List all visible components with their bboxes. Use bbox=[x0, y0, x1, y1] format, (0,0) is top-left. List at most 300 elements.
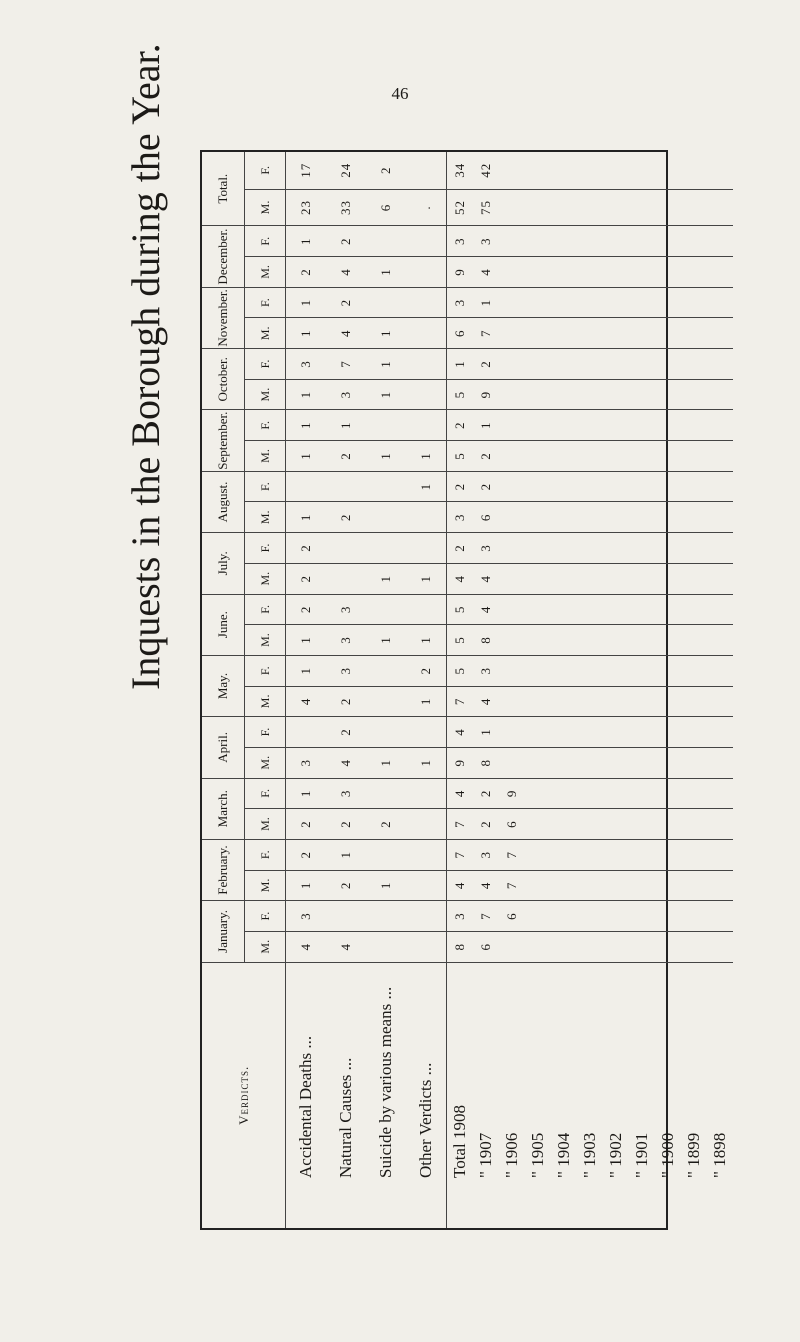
table-cell: 7 bbox=[473, 901, 499, 932]
table-cell bbox=[629, 686, 655, 717]
row-label: " 1906 bbox=[502, 1132, 521, 1178]
row-label: " 1899 bbox=[684, 1132, 703, 1178]
table-cell: 8 bbox=[447, 931, 474, 962]
table-cell bbox=[629, 152, 655, 189]
table-cell: 2 bbox=[366, 809, 406, 840]
table-cell bbox=[629, 471, 655, 502]
table-cell bbox=[603, 226, 629, 257]
table-cell bbox=[366, 471, 406, 502]
table-cell bbox=[577, 839, 603, 870]
table-cell bbox=[603, 839, 629, 870]
table-cell bbox=[681, 747, 707, 778]
table-cell bbox=[525, 717, 551, 748]
table-cell bbox=[525, 379, 551, 410]
table-cell bbox=[525, 502, 551, 533]
table-cell bbox=[577, 717, 603, 748]
table-row bbox=[366, 152, 406, 1228]
table-cell bbox=[681, 410, 707, 441]
table-cell: 1 bbox=[286, 502, 327, 533]
table-cell bbox=[681, 226, 707, 257]
table-cell: 1 bbox=[286, 410, 327, 441]
row-label: " 1905 bbox=[528, 1132, 547, 1178]
table-cell: 3 bbox=[326, 379, 366, 410]
table-cell bbox=[681, 533, 707, 564]
table-cell: 1 bbox=[406, 471, 447, 502]
table-cell bbox=[655, 379, 681, 410]
table-cell bbox=[655, 226, 681, 257]
table-cell bbox=[655, 778, 681, 809]
table-cell bbox=[629, 625, 655, 656]
table-cell: 24 bbox=[326, 152, 366, 189]
female-header: F. bbox=[245, 349, 286, 380]
table-cell: 1 bbox=[366, 625, 406, 656]
table-cell: 4 bbox=[326, 747, 366, 778]
row-label: " 1907 bbox=[476, 1132, 495, 1178]
table-cell bbox=[707, 257, 733, 288]
table-cell bbox=[707, 471, 733, 502]
table-row bbox=[286, 152, 327, 1228]
table-cell bbox=[707, 379, 733, 410]
table-cell: 75 bbox=[473, 189, 499, 226]
table-cell bbox=[499, 502, 525, 533]
table-cell bbox=[551, 152, 577, 189]
table-cell: 4 bbox=[326, 318, 366, 349]
table-cell bbox=[577, 318, 603, 349]
table-cell bbox=[603, 189, 629, 226]
table-cell: 4 bbox=[473, 686, 499, 717]
table-cell: 2 bbox=[286, 809, 327, 840]
table-cell: 2 bbox=[366, 152, 406, 189]
verdicts-table bbox=[202, 152, 733, 1228]
table-cell bbox=[681, 778, 707, 809]
table-cell bbox=[499, 747, 525, 778]
table-cell: 7 bbox=[447, 809, 474, 840]
table-cell bbox=[499, 257, 525, 288]
page-number: 46 bbox=[391, 84, 409, 103]
table-cell bbox=[707, 318, 733, 349]
female-header: F. bbox=[245, 410, 286, 441]
table-cell bbox=[499, 625, 525, 656]
table-cell bbox=[525, 349, 551, 380]
table-cell bbox=[603, 594, 629, 625]
male-header: M. bbox=[245, 747, 286, 778]
table-cell bbox=[577, 441, 603, 472]
table-cell: 3 bbox=[447, 287, 474, 318]
table-cell: 2 bbox=[326, 870, 366, 901]
table-cell: . bbox=[406, 189, 447, 226]
table-cell: 2 bbox=[286, 839, 327, 870]
table-cell bbox=[681, 441, 707, 472]
table-cell bbox=[499, 686, 525, 717]
table-cell: 1 bbox=[447, 349, 474, 380]
table-cell bbox=[629, 931, 655, 962]
table-cell bbox=[707, 533, 733, 564]
female-header: F. bbox=[245, 471, 286, 502]
male-header: M. bbox=[245, 931, 286, 962]
table-cell bbox=[366, 533, 406, 564]
table-cell bbox=[499, 655, 525, 686]
table-cell: 1 bbox=[286, 625, 327, 656]
table-cell bbox=[499, 152, 525, 189]
month-header: Total. bbox=[202, 152, 245, 226]
table-cell bbox=[326, 471, 366, 502]
table-cell bbox=[629, 563, 655, 594]
table-cell bbox=[551, 471, 577, 502]
table-cell bbox=[629, 594, 655, 625]
table-cell bbox=[577, 625, 603, 656]
row-label: Total 1908 bbox=[447, 962, 474, 1228]
table-cell bbox=[655, 471, 681, 502]
month-header: February. bbox=[202, 839, 245, 900]
table-cell bbox=[366, 502, 406, 533]
table-cell bbox=[655, 533, 681, 564]
table-cell: 2 bbox=[326, 287, 366, 318]
table-cell bbox=[603, 471, 629, 502]
table-cell bbox=[681, 655, 707, 686]
table-cell bbox=[603, 717, 629, 748]
table-cell: 1 bbox=[366, 349, 406, 380]
table-cell: 2 bbox=[406, 655, 447, 686]
table-cell bbox=[681, 809, 707, 840]
table-cell bbox=[525, 594, 551, 625]
table-cell bbox=[366, 717, 406, 748]
male-header: M. bbox=[245, 502, 286, 533]
table-cell bbox=[551, 717, 577, 748]
table-cell bbox=[603, 625, 629, 656]
male-header: M. bbox=[245, 625, 286, 656]
table-cell: 52 bbox=[447, 189, 474, 226]
row-label: Suicide by various means ... bbox=[376, 986, 395, 1178]
table-cell bbox=[681, 839, 707, 870]
table-cell bbox=[406, 379, 447, 410]
table-cell bbox=[525, 563, 551, 594]
table-row bbox=[473, 152, 499, 1228]
month-header: March. bbox=[202, 778, 245, 839]
table-cell: 4 bbox=[473, 870, 499, 901]
table-cell bbox=[499, 441, 525, 472]
table-cell bbox=[499, 471, 525, 502]
table-cell bbox=[551, 533, 577, 564]
female-header: F. bbox=[245, 717, 286, 748]
table-cell: 1 bbox=[366, 318, 406, 349]
table-cell bbox=[499, 318, 525, 349]
table-cell: 5 bbox=[447, 655, 474, 686]
table-cell bbox=[499, 189, 525, 226]
table-cell: 7 bbox=[447, 686, 474, 717]
month-header: August. bbox=[202, 471, 245, 532]
table-cell: 1 bbox=[366, 441, 406, 472]
table-cell bbox=[551, 379, 577, 410]
table-cell: 1 bbox=[286, 226, 327, 257]
female-header: F. bbox=[245, 226, 286, 257]
table-cell bbox=[603, 502, 629, 533]
table-cell: 3 bbox=[473, 655, 499, 686]
table-cell bbox=[707, 502, 733, 533]
table-cell bbox=[406, 349, 447, 380]
table-cell: 6 bbox=[447, 318, 474, 349]
table-cell bbox=[707, 625, 733, 656]
table-cell bbox=[499, 563, 525, 594]
table-cell bbox=[629, 809, 655, 840]
female-header: F. bbox=[245, 778, 286, 809]
table-cell: 3 bbox=[326, 594, 366, 625]
table-cell: 2 bbox=[326, 809, 366, 840]
table-cell bbox=[577, 594, 603, 625]
table-cell bbox=[406, 870, 447, 901]
row-label: " 1898 bbox=[710, 1132, 729, 1178]
table-cell bbox=[577, 533, 603, 564]
table-cell bbox=[577, 502, 603, 533]
table-cell bbox=[629, 379, 655, 410]
table-cell bbox=[629, 318, 655, 349]
table-cell bbox=[681, 189, 707, 226]
table-cell bbox=[603, 257, 629, 288]
table-cell bbox=[655, 563, 681, 594]
table-cell bbox=[525, 257, 551, 288]
table-cell bbox=[366, 410, 406, 441]
table-cell bbox=[655, 189, 681, 226]
table-row bbox=[655, 152, 681, 1228]
table-cell: 42 bbox=[473, 152, 499, 189]
table-cell bbox=[366, 931, 406, 962]
table-cell bbox=[603, 287, 629, 318]
table-cell: 1 bbox=[366, 870, 406, 901]
table-cell bbox=[577, 901, 603, 932]
table-cell: 1 bbox=[286, 287, 327, 318]
table-cell bbox=[406, 257, 447, 288]
table-cell bbox=[499, 410, 525, 441]
table-cell bbox=[577, 747, 603, 778]
table-cell bbox=[655, 870, 681, 901]
table-cell bbox=[707, 686, 733, 717]
table-cell: 2 bbox=[473, 349, 499, 380]
table-cell: 2 bbox=[447, 471, 474, 502]
table-cell bbox=[681, 931, 707, 962]
table-cell: 7 bbox=[326, 349, 366, 380]
month-header: April. bbox=[202, 717, 245, 778]
table-cell bbox=[551, 931, 577, 962]
table-cell: 2 bbox=[473, 778, 499, 809]
table-cell bbox=[655, 287, 681, 318]
table-cell bbox=[707, 287, 733, 318]
table-cell: 3 bbox=[326, 625, 366, 656]
table-cell bbox=[551, 686, 577, 717]
table-cell bbox=[406, 778, 447, 809]
table-cell bbox=[603, 931, 629, 962]
table-row bbox=[525, 152, 551, 1228]
table-cell bbox=[655, 410, 681, 441]
table-cell bbox=[707, 441, 733, 472]
female-header: F. bbox=[245, 594, 286, 625]
table-cell bbox=[629, 349, 655, 380]
table-cell bbox=[707, 349, 733, 380]
table-cell bbox=[577, 471, 603, 502]
table-cell bbox=[681, 287, 707, 318]
male-header: M. bbox=[245, 809, 286, 840]
table-cell bbox=[551, 226, 577, 257]
table-cell bbox=[629, 778, 655, 809]
table-cell: 1 bbox=[473, 287, 499, 318]
table-cell bbox=[551, 287, 577, 318]
male-header: M. bbox=[245, 686, 286, 717]
table-cell bbox=[551, 349, 577, 380]
table-cell: 2 bbox=[473, 441, 499, 472]
table-cell bbox=[406, 410, 447, 441]
month-header: September. bbox=[202, 410, 245, 471]
table-row bbox=[629, 152, 655, 1228]
male-header: M. bbox=[245, 870, 286, 901]
table-cell: 2 bbox=[326, 717, 366, 748]
table-cell: 9 bbox=[447, 747, 474, 778]
table-cell: 33 bbox=[326, 189, 366, 226]
table-cell bbox=[499, 226, 525, 257]
table-cell bbox=[655, 441, 681, 472]
table-row bbox=[447, 152, 474, 1228]
table-cell bbox=[629, 870, 655, 901]
table-cell bbox=[707, 189, 733, 226]
table-cell bbox=[406, 594, 447, 625]
table-cell bbox=[525, 318, 551, 349]
table-cell bbox=[525, 655, 551, 686]
row-label: " 1902 bbox=[606, 1132, 625, 1178]
table-cell bbox=[603, 379, 629, 410]
table-cell bbox=[366, 594, 406, 625]
table-cell bbox=[707, 152, 733, 189]
table-cell bbox=[655, 747, 681, 778]
table-cell: 7 bbox=[499, 870, 525, 901]
table-cell bbox=[406, 287, 447, 318]
table-cell bbox=[551, 594, 577, 625]
table-cell bbox=[681, 625, 707, 656]
table-cell bbox=[707, 563, 733, 594]
table-cell bbox=[525, 441, 551, 472]
table-cell bbox=[629, 717, 655, 748]
table-cell bbox=[603, 870, 629, 901]
table-cell: 2 bbox=[286, 533, 327, 564]
table-cell bbox=[629, 287, 655, 318]
male-header: M. bbox=[245, 441, 286, 472]
table-cell bbox=[655, 349, 681, 380]
table-cell: 3 bbox=[473, 533, 499, 564]
table-cell: 1 bbox=[406, 747, 447, 778]
table-cell: 3 bbox=[286, 349, 327, 380]
table-cell bbox=[707, 778, 733, 809]
table-cell bbox=[681, 563, 707, 594]
table-cell: 17 bbox=[286, 152, 327, 189]
table-cell bbox=[525, 287, 551, 318]
month-header: December. bbox=[202, 226, 245, 287]
table-cell bbox=[603, 533, 629, 564]
table-cell: 4 bbox=[447, 717, 474, 748]
table-row bbox=[603, 152, 629, 1228]
table-cell: 1 bbox=[406, 563, 447, 594]
table-cell bbox=[603, 747, 629, 778]
table-cell: 2 bbox=[326, 502, 366, 533]
table-cell bbox=[366, 655, 406, 686]
table-cell bbox=[577, 655, 603, 686]
table-cell: 2 bbox=[286, 257, 327, 288]
table-cell bbox=[525, 471, 551, 502]
table-cell bbox=[551, 410, 577, 441]
table-cell bbox=[629, 839, 655, 870]
table-cell bbox=[406, 152, 447, 189]
table-cell: 3 bbox=[447, 901, 474, 932]
table-cell bbox=[326, 901, 366, 932]
female-header: F. bbox=[245, 839, 286, 870]
table-cell bbox=[603, 318, 629, 349]
table-row bbox=[577, 152, 603, 1228]
table-cell: 4 bbox=[473, 563, 499, 594]
table-cell: 1 bbox=[326, 410, 366, 441]
table-cell: 3 bbox=[286, 901, 327, 932]
table-cell bbox=[406, 931, 447, 962]
table-cell bbox=[499, 533, 525, 564]
table-cell: 2 bbox=[447, 410, 474, 441]
table-cell: 1 bbox=[286, 379, 327, 410]
table-cell: 9 bbox=[499, 778, 525, 809]
table-cell bbox=[551, 655, 577, 686]
table-cell bbox=[551, 747, 577, 778]
table-cell bbox=[655, 931, 681, 962]
table-cell bbox=[551, 502, 577, 533]
table-cell bbox=[525, 152, 551, 189]
table-cell: 6 bbox=[473, 502, 499, 533]
table-cell bbox=[681, 349, 707, 380]
table-cell: 4 bbox=[326, 257, 366, 288]
table-cell bbox=[681, 686, 707, 717]
table-cell bbox=[707, 931, 733, 962]
table-cell: 3 bbox=[473, 839, 499, 870]
table-cell bbox=[406, 717, 447, 748]
table-cell: 4 bbox=[447, 870, 474, 901]
table-cell bbox=[681, 152, 707, 189]
month-header: June. bbox=[202, 594, 245, 655]
table-cell bbox=[629, 533, 655, 564]
table-cell: 1 bbox=[286, 870, 327, 901]
table-cell: 1 bbox=[406, 441, 447, 472]
table-cell bbox=[603, 563, 629, 594]
verdicts-header: Verdicts. bbox=[202, 962, 286, 1228]
table-cell bbox=[681, 257, 707, 288]
table-cell bbox=[551, 778, 577, 809]
table-cell: 1 bbox=[286, 441, 327, 472]
table-cell bbox=[366, 686, 406, 717]
month-header: October. bbox=[202, 349, 245, 410]
table-cell bbox=[681, 717, 707, 748]
row-label: Accidental Deaths ... bbox=[296, 1035, 315, 1178]
row-label: " 1903 bbox=[580, 1132, 599, 1178]
table-cell bbox=[326, 563, 366, 594]
table-cell: 8 bbox=[473, 747, 499, 778]
table-cell: 1 bbox=[286, 655, 327, 686]
table-cell bbox=[525, 931, 551, 962]
table-cell bbox=[366, 839, 406, 870]
row-label: Natural Causes ... bbox=[336, 1057, 355, 1178]
table-cell bbox=[551, 563, 577, 594]
male-header: M. bbox=[245, 318, 286, 349]
table-cell bbox=[681, 901, 707, 932]
table-cell: 3 bbox=[286, 747, 327, 778]
table-cell: 4 bbox=[286, 931, 327, 962]
table-cell bbox=[629, 747, 655, 778]
table-cell bbox=[577, 257, 603, 288]
table-cell bbox=[499, 349, 525, 380]
table-cell bbox=[629, 901, 655, 932]
table-cell bbox=[603, 655, 629, 686]
table-cell bbox=[525, 189, 551, 226]
table-cell bbox=[629, 410, 655, 441]
table-cell: 4 bbox=[326, 931, 366, 962]
